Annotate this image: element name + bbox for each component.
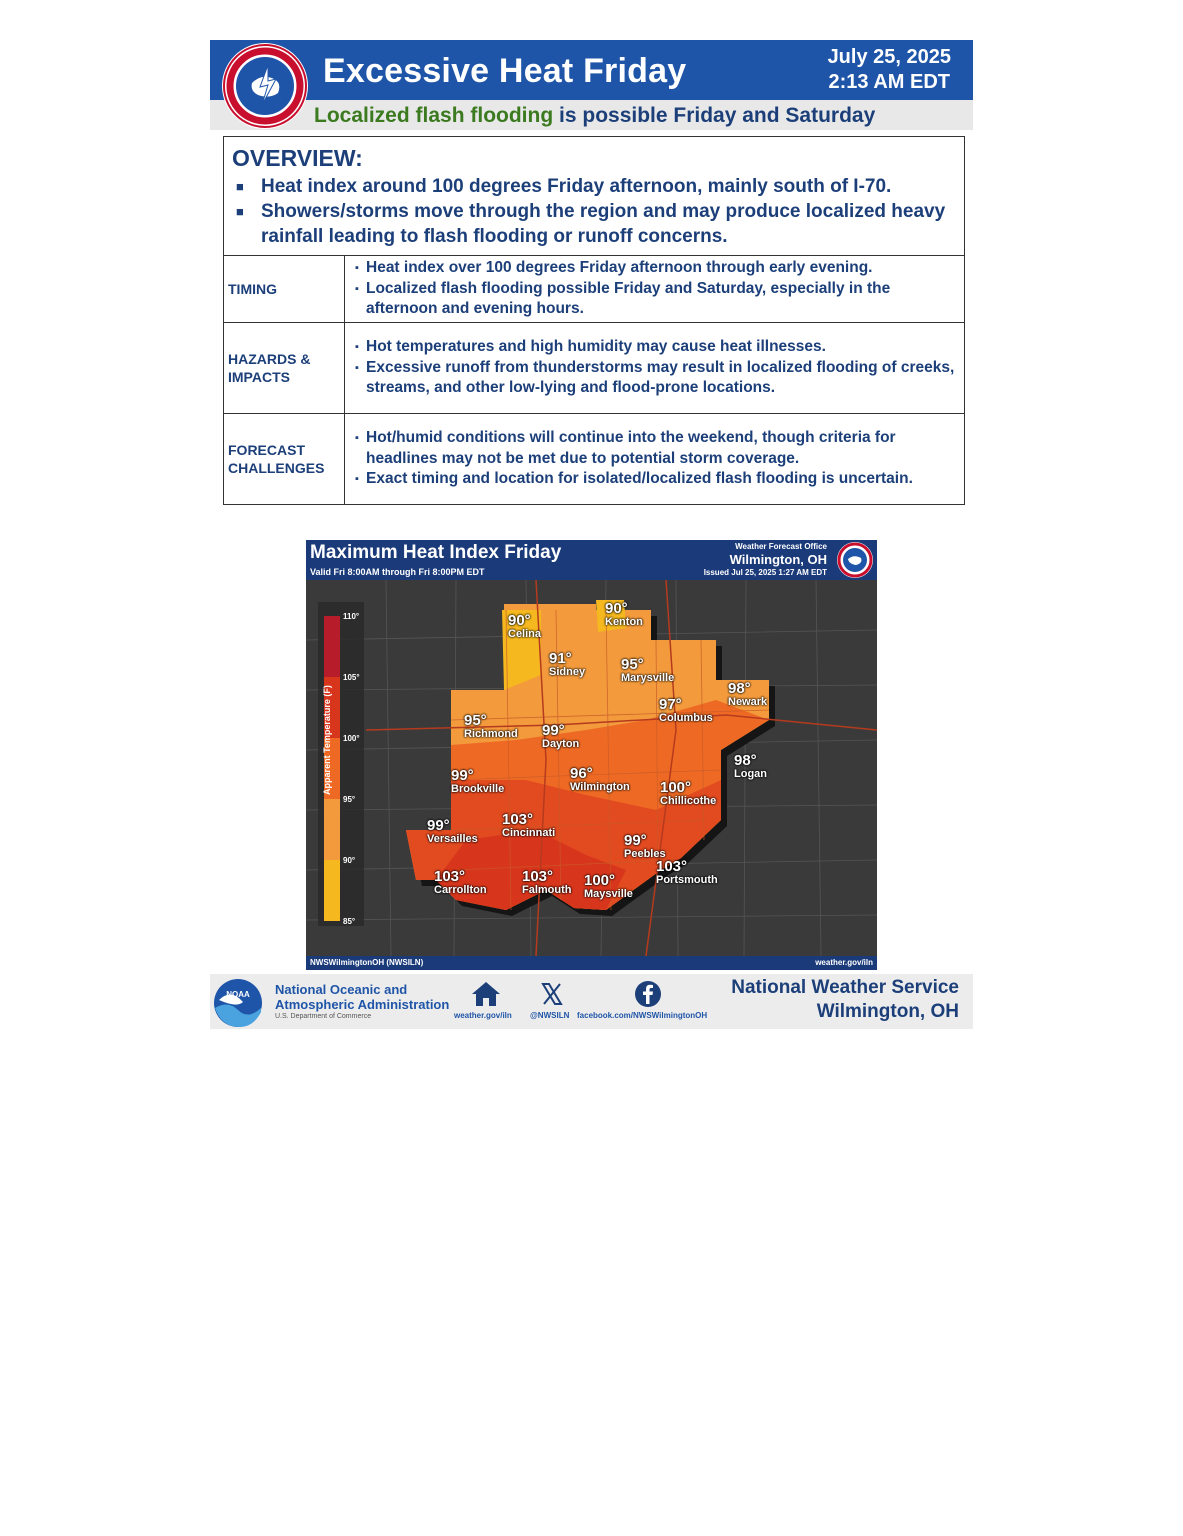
row-label: TIMING	[224, 256, 345, 322]
wfo-label: Weather Forecast Office	[735, 542, 827, 551]
colorbar-axis-label: Apparent Temperature (F)	[322, 685, 332, 795]
city-chillicothe: 100° Chillicothe	[660, 779, 717, 807]
home-icon[interactable]	[470, 980, 500, 1008]
issue-time: 2:13 AM EDT	[828, 71, 951, 93]
overview-table	[223, 136, 965, 505]
city-brookville: 99° Brookville	[451, 767, 505, 795]
city-celina: 90° Celina	[508, 612, 542, 640]
city-portsmouth: 103° Portsmouth	[656, 858, 718, 886]
city-wilmington: 96° Wilmington	[570, 765, 630, 793]
noaa-name: National Oceanic and Atmospheric Administration	[275, 982, 450, 1012]
map-footer-handle: NWSWilmingtonOH (NWSILN)	[310, 958, 424, 967]
x-icon[interactable]	[538, 980, 568, 1008]
bullet-icon: ▪	[355, 432, 359, 445]
row-content	[345, 256, 964, 322]
list-item: ▪ Hot temperatures and high humidity may cause heat illnesses.	[355, 337, 956, 358]
issue-date: July 25, 2025	[827, 46, 951, 68]
city-versailles: 99° Versailles	[427, 817, 478, 845]
colorbar-tick: 105°	[343, 673, 360, 682]
subtitle	[314, 104, 875, 128]
nws-office-line1: National Weather Service	[731, 977, 959, 998]
subtitle-bar	[210, 100, 973, 130]
map-footer	[306, 956, 877, 970]
colorbar-tick: 110°	[343, 612, 360, 621]
city-marysville: 95° Marysville	[621, 656, 675, 684]
facebook-link[interactable]: facebook.com/NWSWilmingtonOH	[577, 1011, 708, 1020]
overview-list	[232, 174, 954, 249]
colorbar-tick: 95°	[343, 795, 356, 804]
city-carrollton: 103° Carrollton	[434, 868, 487, 896]
bullet-icon: ▪	[355, 282, 359, 295]
row-content	[345, 323, 964, 413]
city-richmond: 95° Richmond	[464, 712, 518, 740]
list-item: ▪ Exact timing and location for isolated/localized flash flooding is uncertain.	[355, 469, 956, 490]
row-label: HAZARDS & IMPACTS	[224, 323, 345, 413]
nws-seal-icon	[837, 542, 873, 578]
nws-office-line2: Wilmington, OH	[816, 1001, 959, 1022]
bullet-icon: ▪	[355, 361, 359, 374]
map-valid-time: Valid Fri 8:00AM through Fri 8:00PM EDT	[310, 567, 485, 577]
map-title: Maximum Heat Index Friday	[310, 542, 562, 563]
city-logan: 98° Logan	[734, 752, 767, 780]
subtitle-rest: is possible Friday and Saturday	[553, 104, 876, 127]
issue-datetime	[828, 45, 951, 95]
issued-time: Issued Jul 25, 2025 1:27 AM EDT	[703, 568, 827, 577]
row-content	[345, 414, 964, 504]
bullet-icon: ■	[236, 179, 244, 194]
svg-text:NOAA: NOAA	[226, 990, 250, 999]
city-newark: 98° Newark	[728, 680, 768, 708]
colorbar-tick: 85°	[343, 917, 356, 926]
list-item: ■ Showers/storms move through the region and may produce localized heavy rainfall leading to flash flooding or runoff concerns.	[236, 201, 946, 247]
overview-section	[224, 137, 964, 256]
map-header	[306, 540, 877, 580]
bullet-icon: ■	[236, 204, 244, 219]
page-title: Excessive Heat Friday	[323, 52, 687, 90]
colorbar-tick: 90°	[343, 856, 356, 865]
wfo-name: Wilmington, OH	[729, 552, 827, 567]
web-link[interactable]: weather.gov/iln	[454, 1011, 512, 1020]
city-kenton: 90° Kenton	[605, 600, 643, 628]
bullet-icon: ▪	[355, 473, 359, 486]
noaa-department: U.S. Department of Commerce	[275, 1013, 372, 1020]
table-row-challenges	[224, 414, 964, 504]
row-label: FORECAST CHALLENGES	[224, 414, 345, 504]
bullet-icon: ▪	[355, 262, 359, 275]
nws-seal-icon	[222, 43, 308, 129]
overview-heading: OVERVIEW:	[232, 145, 363, 171]
city-columbus: 97° Columbus	[659, 696, 713, 724]
list-item: ▪ Excessive runoff from thunderstorms may result in localized flooding of creeks, streams, and other low-lying and flood-prone locations.	[355, 358, 955, 397]
city-maysville: 100° Maysville	[584, 872, 633, 900]
briefing-sheet	[210, 40, 973, 505]
subtitle-highlight: Localized flash flooding	[314, 104, 554, 127]
table-row-hazards	[224, 323, 964, 414]
bullet-icon: ▪	[355, 341, 359, 354]
city-dayton: 99° Dayton	[542, 722, 580, 750]
heat-index-map	[306, 540, 877, 970]
table-row-timing	[224, 256, 964, 323]
facebook-icon[interactable]	[634, 980, 664, 1008]
noaa-logo-icon	[213, 978, 263, 1028]
city-cincinnati: 103° Cincinnati	[502, 811, 556, 839]
list-item: ▪ Hot/humid conditions will continue into the weekend, though criteria for headlines may not be met due to potential storm coverage.	[355, 429, 896, 467]
list-item: ■ Heat index around 100 degrees Friday afternoon, mainly south of I-70.	[236, 176, 892, 197]
header-bar	[210, 40, 973, 100]
city-sidney: 91° Sidney	[549, 650, 586, 678]
footer-bar	[210, 974, 973, 1029]
list-item: ▪ Heat index over 100 degrees Friday afternoon through early evening.	[355, 258, 956, 279]
map-footer-url: weather.gov/iln	[815, 958, 873, 967]
x-link[interactable]: @NWSILN	[530, 1011, 570, 1020]
colorbar-tick: 100°	[343, 734, 360, 743]
city-peebles: 99° Peebles	[624, 832, 666, 860]
city-falmouth: 103° Falmouth	[522, 868, 572, 896]
list-item: ▪ Localized flash flooding possible Friday and Saturday, especially in the afternoon and evening hours.	[355, 279, 891, 318]
